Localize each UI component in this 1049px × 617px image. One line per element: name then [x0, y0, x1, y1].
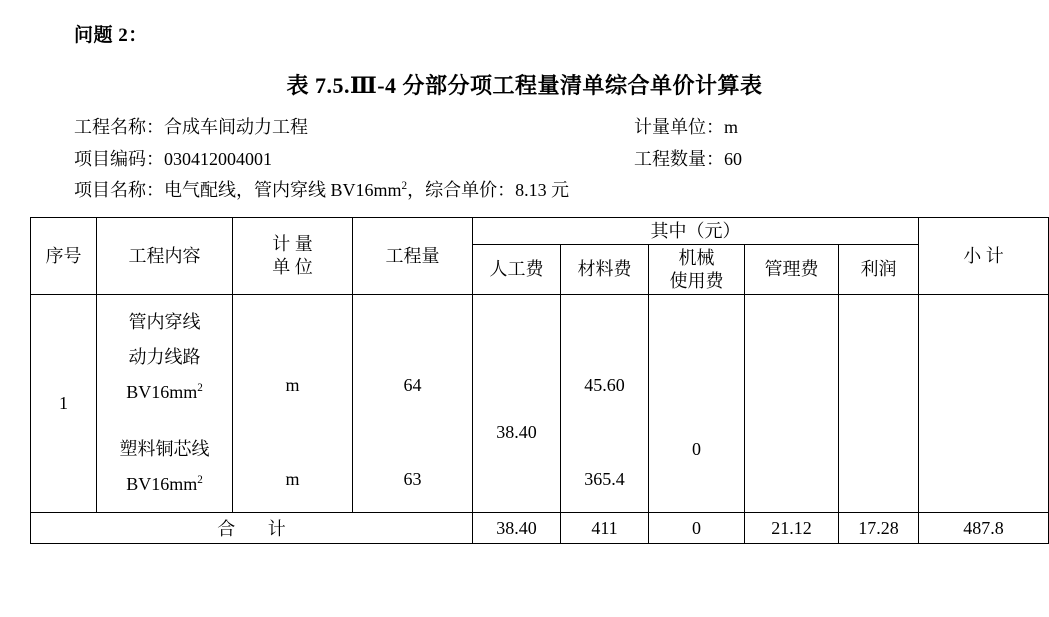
cell-management-fee: [745, 295, 839, 513]
content-line-3-text: BV16mm: [126, 381, 198, 402]
material-spacer-mid: [564, 404, 645, 462]
total-subtotal: 487.8: [919, 513, 1049, 544]
table-row: [31, 295, 1049, 513]
content-line-6: [100, 467, 229, 502]
total-profit: 17.28: [839, 513, 919, 544]
cell-qty-b: 63: [403, 468, 422, 489]
header-material-cost: 材料费: [561, 245, 649, 295]
header-machine-line1: 机械: [678, 248, 715, 268]
material-value-b: 365.4: [584, 468, 625, 489]
question-label: 问题 2：: [74, 25, 148, 46]
header-quantity: 工程量: [353, 217, 473, 295]
header-machine-cost: [649, 245, 745, 295]
material-spacer-top: [564, 310, 645, 368]
content-line-6-sup: 2: [197, 474, 203, 487]
header-unit: [233, 217, 353, 295]
content-line-5: 塑料铜芯线: [119, 439, 210, 460]
unit-spacer-top: [236, 310, 349, 368]
cell-unit-b: m: [285, 468, 300, 489]
content-line-2: 动力线路: [128, 346, 201, 367]
content-spacer: [100, 410, 229, 432]
project-code: 项目编码：030412004001: [74, 148, 272, 169]
header-labor-cost: 人工费: [473, 245, 561, 295]
meta-row-code: [74, 144, 1021, 176]
page-title: 表 7.5.Ⅲ-4 分部分项工程量清单综合单价计算表: [286, 73, 763, 98]
total-material: 411: [561, 513, 649, 544]
unit-spacer-mid: [236, 404, 349, 462]
unit-price-table: [30, 217, 1049, 545]
project-name: 工程名称：合成车间动力工程: [74, 117, 308, 137]
total-labor: 38.40: [473, 513, 561, 544]
header-management-fee: 管理费: [745, 245, 839, 295]
header-content: 工程内容: [97, 217, 233, 295]
header-unit-line1: 计 量: [272, 234, 313, 255]
project-quantity: 工程数量：60: [634, 148, 742, 169]
cell-seq: 1: [31, 295, 97, 513]
machine-spacer-top: [652, 340, 741, 432]
total-label: 合 计: [31, 513, 473, 544]
meta-block: [74, 112, 1021, 207]
content-line-6-text: BV16mm: [126, 474, 198, 495]
cell-material-cost: [561, 295, 649, 513]
labor-value: 38.40: [496, 421, 537, 442]
total-management: 21.12: [745, 513, 839, 544]
cell-profit: [839, 295, 919, 513]
qty-spacer-mid: [356, 404, 469, 462]
total-machine: 0: [649, 513, 745, 544]
qty-spacer-top: [356, 310, 469, 368]
cell-quantity: [353, 295, 473, 513]
content-line-3-sup: 2: [197, 381, 203, 394]
item-name-pre: 项目名称：电气配线，管内穿线 BV16mm: [74, 180, 402, 200]
header-group-of-which: 其中（元）: [473, 217, 919, 245]
cell-work-content: [97, 295, 233, 513]
machine-value: 0: [692, 438, 701, 459]
material-value-a: 45.60: [584, 375, 625, 396]
meta-row-project: [74, 112, 1021, 144]
header-subtotal: 小 计: [919, 217, 1049, 295]
table-total-row: [31, 513, 1049, 544]
content-line-1: 管内穿线: [128, 311, 201, 332]
content-line-3: [100, 375, 229, 410]
header-machine-line2: 使用费: [669, 270, 724, 291]
table-header-row-top: [31, 217, 1049, 245]
cell-subtotal: [919, 295, 1049, 513]
meta-row-item-name: [74, 175, 1021, 207]
header-seq: 序号: [31, 217, 97, 295]
item-name-post: ，综合单价：8.13 元: [407, 180, 570, 200]
measure-unit: 计量单位：m: [634, 117, 739, 137]
cell-unit-a: m: [285, 375, 300, 396]
cell-qty-a: 64: [403, 375, 422, 396]
header-profit: 利润: [839, 245, 919, 295]
item-name-superscript: 2: [401, 180, 408, 192]
cell-labor-cost: [473, 295, 561, 513]
cell-machine-cost: [649, 295, 745, 513]
cell-unit: [233, 295, 353, 513]
header-unit-line2: 单 位: [272, 256, 313, 277]
labor-spacer-top: [476, 357, 557, 415]
